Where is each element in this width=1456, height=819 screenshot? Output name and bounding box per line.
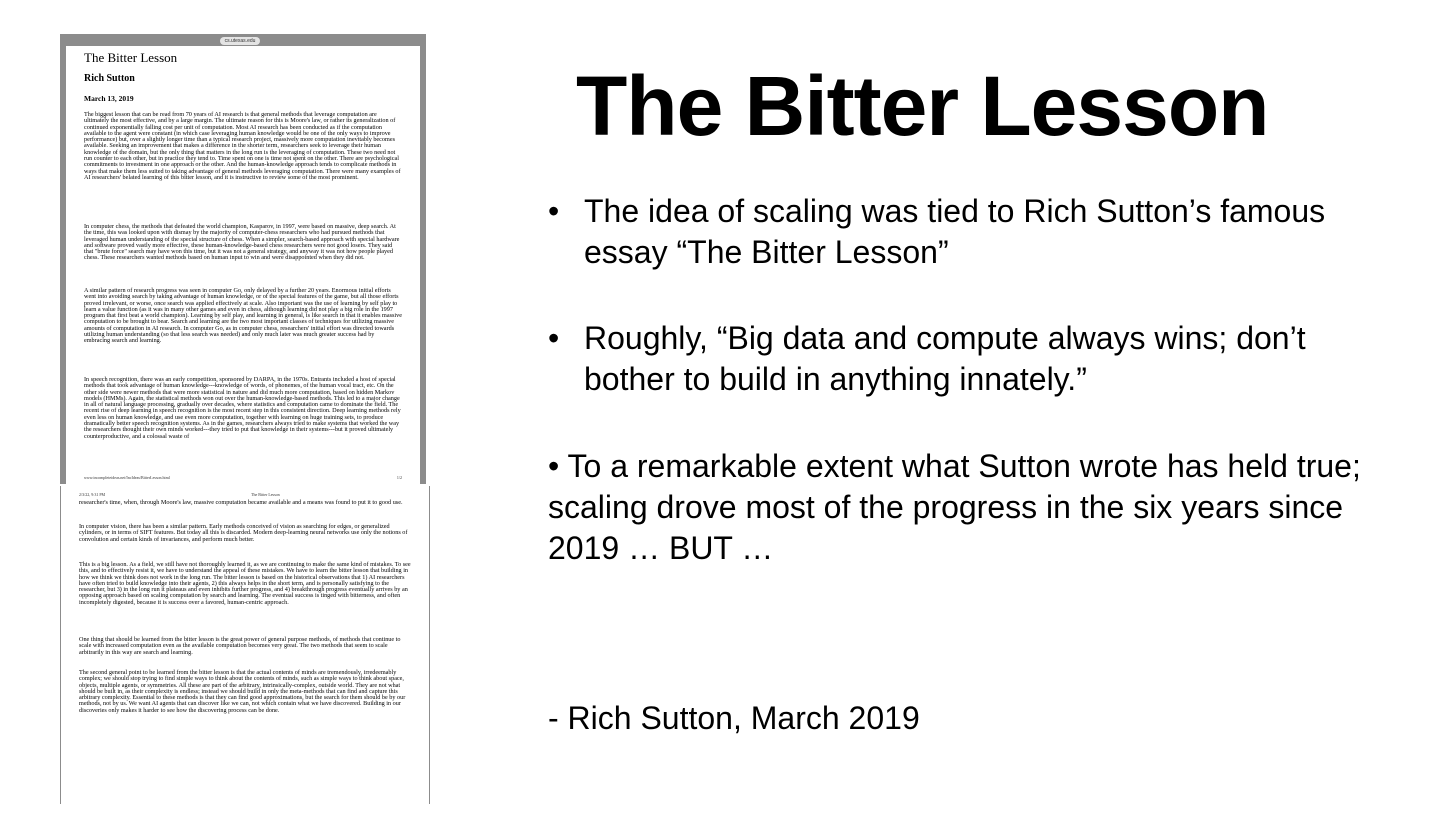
bullet-dot: • [548,320,560,356]
essay-paragraph: This is a big lesson. As a field, we still have not thoroughly learned it, as we are continuing to make the same kind of mistakes. To see this, and to effectively resist it, we have to understand the appeal of these mistakes. We have to learn the bitter lesson that building in how we think we think does not work in the long run. The bitter lesson is based on the historical observations that 1) AI researchers have often tried to build knowledge into their agents, 2) this always helps in the short term, and is personally satisfying to the researcher, but 3) in the long run it plateaus and even inhibits further progress, and 4) breakthrough progress eventually arrives by an opposing approach based on scaling computation by search and learning. The eventual success is tinged with bitterness, and often incompletely digested, because it is success over a favored, human-centric approach. [79,561,411,606]
bullet-text: The idea of scaling was tied to Rich Sutton’s famous essay “The Bitter Lesson” [584,193,1326,270]
bullet-point [548,318,1368,400]
bullet-text: Roughly, “Big data and compute always wins; don’t bother to build in anything innately.” [584,320,1306,397]
essay-screenshot-page-1 [60,34,426,484]
slide-title: The Bitter Lesson [576,59,1269,153]
page-footer-url: www.incompleteideas.net/IncIdeas/BitterLesson.html [84,475,170,480]
page-number: 1/2 [396,475,402,480]
essay-paragraph: A similar pattern of research progress was seen in computer Go, only delayed by a further 20 years. Enormous initial efforts went into avoiding search by taking advantage of human knowledge, or of the special features of the game, but all those efforts proved irrelevant, or worse, once search was applied effectively at scale. Also important was the use of learning by self play to learn a value function (as it was in many other games and even in chess, although learning did not play a big role in the 1997 program that first beat a world champion). Learning by self play, and learning in general, is like search in that it enables massive computation to be brought to bear. Search and learning are the two most important classes of techniques for utilizing massive amounts of computation in AI research. In computer Go, as in computer chess, researchers' initial effort was directed towards utilizing human understanding (so that less search was needed) and only much later was much greater success had by embracing search and learning. [84,287,402,345]
essay-date: March 13, 2019 [84,94,134,103]
bullet-dot: • [548,193,560,229]
essay-page-1 [66,46,420,484]
essay-paragraph: In computer vision, there has been a similar pattern. Early methods conceived of vision as searching for edges, or generalized cylinders, or in terms of SIFT features. But today all this is discarded. Modern deep-learning neural networks use only the notions of convolution and certain kinds of invariances, and perform much better. [79,523,408,543]
essay-paragraph: One thing that should be learned from the bitter lesson is the great power of general purpose methods, of methods that continue to scale with increased computation even as the available computation becomes very great. The two methods that seem to scale arbitrarily in this way are search and learning. [79,636,401,656]
essay-author: Rich Sutton [84,73,135,84]
print-title: The Bitter Lesson [251,492,280,497]
print-date: 2/3/22, 9:31 PM [79,492,106,497]
essay-paragraph: The biggest lesson that can be read from 70 years of AI research is that general methods that leverage computation are ultimately the most effective, and by a large margin. The ultimate reason for this is Moore's law, or rather its generalization of continued exponentially falling cost per unit of computation. Most AI research has been conducted as if the computation available to the agent were constant (in which case leveraging human knowledge would be one of the only ways to improve performance) but, over a slightly longer time than a typical research project, massively more computation inevitably becomes available. Seeking an improvement that makes a difference in the shorter term, researchers seek to leverage their human knowledge of the domain, but the only thing that matters in the long run is the leveraging of computation. These two need not run counter to each other, but in practice they tend to. Time spent on one is time not spent on the other. There are psychological commitments to investment in one approach or the other. And the human-knowledge approach tends to complicate methods in ways that make them less suited to taking advantage of general methods leveraging computation. There were many examples of AI researchers' belated learning of this bitter lesson, and it is instructive to review some of the most prominent. [84,111,401,181]
essay-screenshot-page-2 [60,486,430,804]
essay-paragraph: The second general point to be learned from the bitter lesson is that the actual contents of minds are tremendously, irredeemably complex; we should stop trying to find simple ways to think about the contents of minds, such as simple ways to think about space, objects, multiple agents, or symmetries. All these are part of the arbitrary, intrinsically-complex, outside world. They are not what should be built in, as their complexity is endless; instead we should build in only the meta-methods that can find and capture this arbitrary complexity. Essential to these methods is that they can find good approximations, but the search for them should be by our methods, not by us. We want AI agents that can discover like we can, not which contain what we have discovered. Building in our discoveries only makes it harder to see how the discovering process can be done. [79,669,406,714]
bullet-text: • To a remarkable extent what Sutton wrote has held true; scaling drove most of the progress in the six years since 2019 … BUT … [548,448,1361,566]
essay-paragraph: In computer chess, the methods that defeated the world champion, Kasparov, in 1997, were based on massive, deep search. At the time, this was looked upon with dismay by the majority of computer-chess researchers who had pursued methods that leveraged human understanding of the special structure of chess. When a simpler, search-based approach with special hardware and software proved vastly more effective, these human-knowledge-based chess researchers were not good losers. They said that "brute force" search may have won this time, but it was not a general strategy, and anyway it was not how people played chess. These researchers wanted methods based on human input to win and were disappointed when they did not. [84,223,400,262]
url-bar: cs.utexas.edu [220,37,260,45]
essay-paragraph: In speech recognition, there was an early competition, sponsored by DARPA, in the 1970s. Entrants included a host of special methods that took advantage of human knowledge---knowledge of words, of phonemes, of the human vocal tract, etc. On the other side were newer methods that were more statistical in nature and did much more computation, based on hidden Markov models (HMMs). Again, the statistical methods won out over the human-knowledge-based methods. This led to a major change in all of natural language processing, gradually over decades, where statistics and computation came to dominate the field. The recent rise of deep learning in speech recognition is the most recent step in this consistent direction. Deep learning methods rely even less on human knowledge, and use even more computation, together with learning on huge training sets, to produce dramatically better speech recognition systems. As in the games, researchers always tried to make systems that worked the way the researchers thought their own minds worked---they tried to put that knowledge in their systems---but it proved ultimately counterproductive, and a colossal waste of [84,376,401,440]
essay-title: The Bitter Lesson [84,50,178,65]
essay-paragraph: researcher's time, when, through Moore's law, massive computation became available and a means was found to put it to good use. [79,499,403,506]
bullet-point [548,191,1368,273]
bullet-point [548,446,1408,569]
attribution: - Rich Sutton, March 2019 [548,700,920,736]
